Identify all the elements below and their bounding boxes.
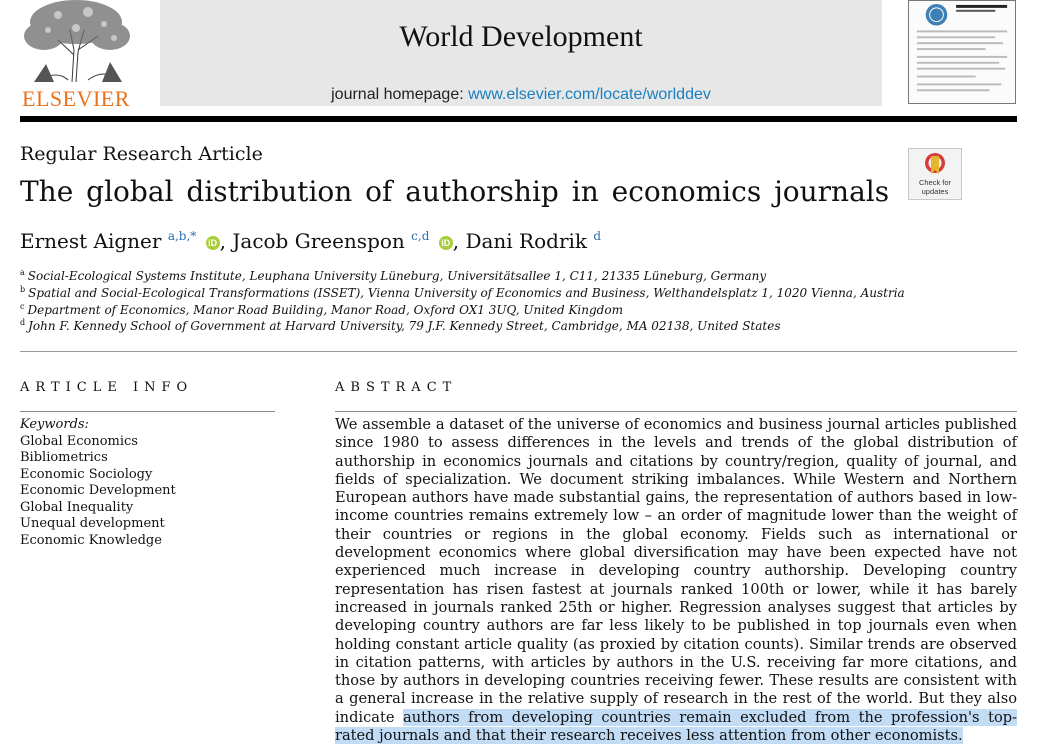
affiliation: $^d$ John F. Kennedy School of Government at Harvard University, 79 J.F. Kennedy Street, Cambridge, MA 02138, United States bbox=[20, 318, 781, 333]
check-for-updates-label: Check for updates bbox=[918, 178, 952, 196]
affiliation: $^a$ Social-Ecological Systems Institute, Leuphana University Lüneburg, Universitätsallee 1, C11, 21335 Lüneburg, Germany bbox=[20, 268, 767, 283]
selected-text-highlight[interactable]: authors from developing countries remain excluded from the profession's top-rated journals and that their research receives less attention from other economists. bbox=[335, 708, 1017, 745]
abstract-body[interactable] bbox=[335, 416, 1017, 745]
author-name[interactable]: Ernest Aigner bbox=[20, 229, 162, 253]
author-separator: , bbox=[452, 229, 466, 253]
publisher-name: ELSEVIER bbox=[22, 86, 130, 111]
author-affiliation-marks[interactable]: d bbox=[593, 229, 602, 243]
elsevier-tree-logo bbox=[18, 0, 134, 82]
journal-homepage-link[interactable]: www.elsevier.com/locate/worlddev bbox=[468, 86, 711, 103]
article-info-rule bbox=[20, 411, 275, 412]
abstract-rule bbox=[335, 411, 1017, 412]
keywords-block bbox=[20, 417, 176, 549]
keyword: Global Inequality bbox=[20, 499, 134, 515]
author-affiliation-marks[interactable]: c,d bbox=[411, 229, 430, 243]
journal-cover-thumbnail[interactable] bbox=[908, 0, 1016, 104]
article-info-heading: ARTICLE INFO bbox=[20, 380, 194, 395]
keyword: Economic Development bbox=[20, 483, 176, 498]
orcid-icon[interactable]: iD bbox=[439, 236, 453, 250]
keyword: Bibliometrics bbox=[20, 450, 108, 465]
check-for-updates-button[interactable] bbox=[908, 148, 962, 200]
author-name[interactable]: Jacob Greenspon bbox=[232, 229, 405, 253]
author-affiliation-marks[interactable]: a,b,* bbox=[167, 229, 197, 243]
affiliation: $^c$ Department of Economics, Manor Road Building, Manor Road, Oxford OX1 3UQ, United Kingdom bbox=[20, 302, 623, 317]
journal-name: World Development bbox=[399, 20, 643, 53]
keyword: Unequal development bbox=[20, 516, 165, 531]
author-name[interactable]: Dani Rodrik bbox=[465, 229, 588, 253]
article-title: The global distribution of authorship in economics journals bbox=[20, 175, 890, 208]
check-updates-icon bbox=[923, 152, 947, 178]
journal-homepage-line bbox=[160, 86, 882, 104]
homepage-label: journal homepage: bbox=[331, 86, 469, 103]
author-list bbox=[20, 229, 601, 253]
header-rule bbox=[20, 116, 1017, 122]
affiliation: $^b$ Spatial and Social-Ecological Transformations (ISSET), Vienna University of Economics and Business, Welthandelsplatz 1, 1020 Vienna, Austria bbox=[20, 285, 905, 300]
author-separator: , bbox=[219, 229, 233, 253]
article-type: Regular Research Article bbox=[20, 143, 263, 165]
abstract-heading: ABSTRACT bbox=[335, 380, 458, 395]
keywords-label: Keywords: bbox=[20, 417, 89, 432]
section-divider bbox=[20, 351, 1017, 352]
keyword: Economic Sociology bbox=[20, 466, 153, 482]
abstract-text: We assemble a dataset of the universe of economics and business journal articles published since 1980 to assess differences in the levels and trends of the global distribution of authorship in economics journals and citations by country/region, quality of journal, and fields of specialization. We document striking imbalances. While Western and Northern European authors have made substantial gains, the representation of authors based in low-income countries remains extremely low – an order of magnitude lower than the weight of their countries or regions in the global economy. Fields such as international or development economics where global diversification may have been expected have not experienced much increase in developing country authorship. Developing country representation has risen fastest at journals ranked 100th or lower, while it has barely increased in journals ranked 25th or higher. Regression analyses suggest that articles by developing country authors are far less likely to be published in top journals even when holding constant article quality (as proxied by citation counts). Similar trends are observed in citation patterns, with articles by authors in the U.S. receiving far more citations, and those by authors in developing countries receiving fewer. These results are consistent with a general increase in the relative supply of research in the rest of the world. But they also indicate bbox=[335, 416, 1017, 726]
keyword: Economic Knowledge bbox=[20, 532, 162, 548]
orcid-icon[interactable]: iD bbox=[206, 236, 220, 250]
keyword: Global Economics bbox=[20, 433, 138, 449]
